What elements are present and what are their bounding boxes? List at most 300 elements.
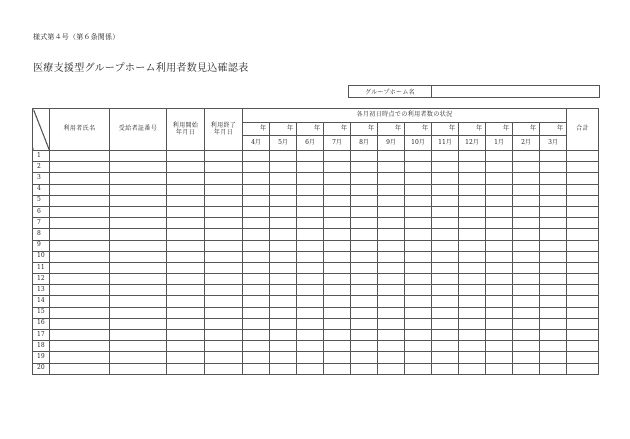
cell-month-count[interactable]	[243, 318, 270, 329]
cell-end-date[interactable]	[205, 296, 243, 307]
cell-certificate-number[interactable]	[110, 251, 167, 262]
cell-user-name[interactable]	[50, 251, 110, 262]
cell-month-count[interactable]	[270, 274, 297, 285]
cell-month-count[interactable]	[270, 162, 297, 173]
cell-month-count[interactable]	[459, 195, 486, 206]
cell-month-count[interactable]	[270, 206, 297, 217]
cell-month-count[interactable]	[405, 229, 432, 240]
cell-start-date[interactable]	[167, 318, 205, 329]
cell-month-count[interactable]	[486, 195, 513, 206]
cell-end-date[interactable]	[205, 240, 243, 251]
cell-start-date[interactable]	[167, 363, 205, 374]
cell-total[interactable]	[567, 341, 599, 352]
cell-month-count[interactable]	[459, 307, 486, 318]
cell-end-date[interactable]	[205, 285, 243, 296]
cell-month-count[interactable]	[351, 184, 378, 195]
cell-end-date[interactable]	[205, 162, 243, 173]
cell-month-count[interactable]	[432, 151, 459, 162]
cell-month-count[interactable]	[324, 240, 351, 251]
cell-start-date[interactable]	[167, 162, 205, 173]
cell-start-date[interactable]	[167, 184, 205, 195]
cell-month-count[interactable]	[351, 206, 378, 217]
cell-month-count[interactable]	[405, 363, 432, 374]
cell-month-count[interactable]	[540, 285, 567, 296]
cell-month-count[interactable]	[378, 318, 405, 329]
cell-month-count[interactable]	[405, 162, 432, 173]
cell-month-count[interactable]	[243, 285, 270, 296]
cell-month-count[interactable]	[378, 151, 405, 162]
cell-month-count[interactable]	[486, 240, 513, 251]
cell-month-count[interactable]	[378, 341, 405, 352]
cell-month-count[interactable]	[432, 240, 459, 251]
cell-user-name[interactable]	[50, 318, 110, 329]
cell-month-count[interactable]	[297, 352, 324, 363]
cell-month-count[interactable]	[513, 296, 540, 307]
cell-month-count[interactable]	[243, 173, 270, 184]
cell-total[interactable]	[567, 330, 599, 341]
cell-start-date[interactable]	[167, 274, 205, 285]
cell-month-count[interactable]	[459, 184, 486, 195]
cell-month-count[interactable]	[540, 318, 567, 329]
cell-month-count[interactable]	[351, 162, 378, 173]
cell-month-count[interactable]	[540, 240, 567, 251]
cell-month-count[interactable]	[459, 173, 486, 184]
cell-month-count[interactable]	[432, 184, 459, 195]
cell-start-date[interactable]	[167, 307, 205, 318]
cell-month-count[interactable]	[540, 184, 567, 195]
cell-end-date[interactable]	[205, 229, 243, 240]
cell-month-count[interactable]	[378, 229, 405, 240]
cell-month-count[interactable]	[243, 240, 270, 251]
cell-month-count[interactable]	[432, 352, 459, 363]
cell-month-count[interactable]	[243, 274, 270, 285]
cell-month-count[interactable]	[486, 341, 513, 352]
cell-certificate-number[interactable]	[110, 307, 167, 318]
cell-month-count[interactable]	[270, 151, 297, 162]
cell-month-count[interactable]	[270, 218, 297, 229]
cell-total[interactable]	[567, 285, 599, 296]
cell-month-count[interactable]	[270, 173, 297, 184]
cell-month-count[interactable]	[405, 318, 432, 329]
cell-user-name[interactable]	[50, 285, 110, 296]
cell-month-count[interactable]	[459, 296, 486, 307]
cell-month-count[interactable]	[432, 363, 459, 374]
cell-month-count[interactable]	[270, 307, 297, 318]
cell-month-count[interactable]	[432, 296, 459, 307]
cell-month-count[interactable]	[351, 307, 378, 318]
cell-month-count[interactable]	[459, 318, 486, 329]
cell-end-date[interactable]	[205, 318, 243, 329]
cell-month-count[interactable]	[378, 363, 405, 374]
cell-month-count[interactable]	[297, 184, 324, 195]
cell-month-count[interactable]	[270, 184, 297, 195]
cell-month-count[interactable]	[270, 296, 297, 307]
cell-month-count[interactable]	[351, 330, 378, 341]
cell-total[interactable]	[567, 218, 599, 229]
cell-month-count[interactable]	[270, 262, 297, 273]
cell-certificate-number[interactable]	[110, 240, 167, 251]
cell-end-date[interactable]	[205, 352, 243, 363]
cell-user-name[interactable]	[50, 307, 110, 318]
cell-month-count[interactable]	[243, 262, 270, 273]
cell-start-date[interactable]	[167, 262, 205, 273]
cell-total[interactable]	[567, 206, 599, 217]
cell-month-count[interactable]	[459, 162, 486, 173]
cell-month-count[interactable]	[513, 363, 540, 374]
cell-month-count[interactable]	[324, 318, 351, 329]
cell-total[interactable]	[567, 318, 599, 329]
cell-total[interactable]	[567, 262, 599, 273]
cell-month-count[interactable]	[378, 162, 405, 173]
cell-month-count[interactable]	[351, 341, 378, 352]
cell-user-name[interactable]	[50, 173, 110, 184]
cell-month-count[interactable]	[513, 229, 540, 240]
cell-month-count[interactable]	[432, 162, 459, 173]
group-home-name-value[interactable]	[432, 86, 599, 97]
cell-month-count[interactable]	[243, 184, 270, 195]
cell-month-count[interactable]	[459, 229, 486, 240]
cell-month-count[interactable]	[405, 285, 432, 296]
cell-month-count[interactable]	[486, 262, 513, 273]
cell-month-count[interactable]	[405, 274, 432, 285]
cell-month-count[interactable]	[378, 184, 405, 195]
cell-month-count[interactable]	[513, 184, 540, 195]
cell-month-count[interactable]	[486, 206, 513, 217]
cell-month-count[interactable]	[513, 274, 540, 285]
cell-certificate-number[interactable]	[110, 218, 167, 229]
cell-user-name[interactable]	[50, 363, 110, 374]
cell-total[interactable]	[567, 296, 599, 307]
cell-certificate-number[interactable]	[110, 162, 167, 173]
cell-month-count[interactable]	[324, 162, 351, 173]
cell-month-count[interactable]	[459, 251, 486, 262]
cell-month-count[interactable]	[324, 195, 351, 206]
cell-user-name[interactable]	[50, 184, 110, 195]
cell-month-count[interactable]	[432, 251, 459, 262]
cell-month-count[interactable]	[540, 363, 567, 374]
cell-month-count[interactable]	[486, 363, 513, 374]
cell-month-count[interactable]	[351, 285, 378, 296]
cell-month-count[interactable]	[513, 352, 540, 363]
cell-start-date[interactable]	[167, 218, 205, 229]
cell-month-count[interactable]	[243, 151, 270, 162]
cell-start-date[interactable]	[167, 352, 205, 363]
cell-month-count[interactable]	[297, 206, 324, 217]
cell-month-count[interactable]	[378, 352, 405, 363]
cell-month-count[interactable]	[270, 330, 297, 341]
cell-certificate-number[interactable]	[110, 173, 167, 184]
cell-month-count[interactable]	[405, 251, 432, 262]
cell-month-count[interactable]	[405, 184, 432, 195]
cell-month-count[interactable]	[486, 318, 513, 329]
cell-end-date[interactable]	[205, 218, 243, 229]
cell-month-count[interactable]	[405, 151, 432, 162]
cell-user-name[interactable]	[50, 341, 110, 352]
cell-total[interactable]	[567, 251, 599, 262]
cell-certificate-number[interactable]	[110, 184, 167, 195]
cell-month-count[interactable]	[297, 218, 324, 229]
cell-month-count[interactable]	[513, 218, 540, 229]
cell-month-count[interactable]	[324, 330, 351, 341]
cell-month-count[interactable]	[432, 285, 459, 296]
cell-month-count[interactable]	[513, 318, 540, 329]
cell-month-count[interactable]	[459, 341, 486, 352]
cell-month-count[interactable]	[324, 218, 351, 229]
cell-month-count[interactable]	[351, 151, 378, 162]
cell-month-count[interactable]	[432, 195, 459, 206]
cell-month-count[interactable]	[324, 173, 351, 184]
cell-total[interactable]	[567, 307, 599, 318]
cell-month-count[interactable]	[324, 184, 351, 195]
cell-month-count[interactable]	[324, 296, 351, 307]
cell-month-count[interactable]	[459, 206, 486, 217]
cell-month-count[interactable]	[324, 307, 351, 318]
cell-month-count[interactable]	[405, 218, 432, 229]
cell-month-count[interactable]	[540, 151, 567, 162]
cell-certificate-number[interactable]	[110, 206, 167, 217]
cell-user-name[interactable]	[50, 229, 110, 240]
cell-total[interactable]	[567, 162, 599, 173]
cell-user-name[interactable]	[50, 330, 110, 341]
cell-certificate-number[interactable]	[110, 330, 167, 341]
cell-month-count[interactable]	[378, 251, 405, 262]
cell-end-date[interactable]	[205, 251, 243, 262]
cell-month-count[interactable]	[270, 195, 297, 206]
cell-month-count[interactable]	[324, 229, 351, 240]
cell-month-count[interactable]	[351, 251, 378, 262]
cell-month-count[interactable]	[486, 330, 513, 341]
cell-month-count[interactable]	[513, 285, 540, 296]
cell-user-name[interactable]	[50, 162, 110, 173]
cell-month-count[interactable]	[432, 341, 459, 352]
cell-month-count[interactable]	[486, 285, 513, 296]
cell-user-name[interactable]	[50, 151, 110, 162]
cell-month-count[interactable]	[432, 307, 459, 318]
cell-month-count[interactable]	[405, 240, 432, 251]
cell-month-count[interactable]	[243, 330, 270, 341]
cell-month-count[interactable]	[378, 330, 405, 341]
cell-month-count[interactable]	[378, 296, 405, 307]
cell-month-count[interactable]	[405, 173, 432, 184]
cell-end-date[interactable]	[205, 262, 243, 273]
cell-month-count[interactable]	[513, 151, 540, 162]
cell-month-count[interactable]	[540, 206, 567, 217]
cell-month-count[interactable]	[405, 206, 432, 217]
cell-month-count[interactable]	[459, 330, 486, 341]
cell-month-count[interactable]	[297, 151, 324, 162]
cell-user-name[interactable]	[50, 274, 110, 285]
cell-month-count[interactable]	[486, 251, 513, 262]
cell-month-count[interactable]	[243, 251, 270, 262]
cell-month-count[interactable]	[486, 184, 513, 195]
cell-month-count[interactable]	[486, 352, 513, 363]
cell-month-count[interactable]	[459, 240, 486, 251]
cell-month-count[interactable]	[270, 229, 297, 240]
cell-month-count[interactable]	[351, 318, 378, 329]
cell-start-date[interactable]	[167, 330, 205, 341]
cell-month-count[interactable]	[459, 363, 486, 374]
cell-month-count[interactable]	[270, 341, 297, 352]
cell-month-count[interactable]	[540, 173, 567, 184]
cell-month-count[interactable]	[486, 307, 513, 318]
cell-month-count[interactable]	[297, 173, 324, 184]
cell-month-count[interactable]	[378, 218, 405, 229]
cell-certificate-number[interactable]	[110, 363, 167, 374]
cell-month-count[interactable]	[486, 162, 513, 173]
cell-month-count[interactable]	[540, 296, 567, 307]
cell-end-date[interactable]	[205, 151, 243, 162]
cell-start-date[interactable]	[167, 173, 205, 184]
cell-start-date[interactable]	[167, 296, 205, 307]
cell-month-count[interactable]	[297, 251, 324, 262]
cell-certificate-number[interactable]	[110, 341, 167, 352]
cell-month-count[interactable]	[405, 341, 432, 352]
cell-month-count[interactable]	[540, 307, 567, 318]
cell-month-count[interactable]	[432, 206, 459, 217]
cell-month-count[interactable]	[324, 206, 351, 217]
cell-month-count[interactable]	[243, 206, 270, 217]
cell-end-date[interactable]	[205, 341, 243, 352]
cell-month-count[interactable]	[540, 195, 567, 206]
cell-month-count[interactable]	[513, 262, 540, 273]
cell-month-count[interactable]	[540, 341, 567, 352]
cell-user-name[interactable]	[50, 206, 110, 217]
cell-month-count[interactable]	[486, 173, 513, 184]
cell-month-count[interactable]	[324, 251, 351, 262]
cell-start-date[interactable]	[167, 151, 205, 162]
cell-month-count[interactable]	[351, 173, 378, 184]
cell-end-date[interactable]	[205, 195, 243, 206]
cell-certificate-number[interactable]	[110, 352, 167, 363]
cell-start-date[interactable]	[167, 240, 205, 251]
cell-month-count[interactable]	[486, 218, 513, 229]
cell-month-count[interactable]	[513, 195, 540, 206]
cell-month-count[interactable]	[513, 307, 540, 318]
cell-month-count[interactable]	[297, 296, 324, 307]
cell-month-count[interactable]	[297, 162, 324, 173]
cell-month-count[interactable]	[270, 352, 297, 363]
cell-month-count[interactable]	[513, 330, 540, 341]
cell-month-count[interactable]	[513, 206, 540, 217]
cell-total[interactable]	[567, 363, 599, 374]
cell-month-count[interactable]	[378, 274, 405, 285]
cell-certificate-number[interactable]	[110, 262, 167, 273]
cell-month-count[interactable]	[459, 352, 486, 363]
cell-month-count[interactable]	[378, 206, 405, 217]
cell-month-count[interactable]	[540, 218, 567, 229]
cell-start-date[interactable]	[167, 229, 205, 240]
cell-certificate-number[interactable]	[110, 195, 167, 206]
cell-month-count[interactable]	[324, 341, 351, 352]
cell-start-date[interactable]	[167, 195, 205, 206]
cell-month-count[interactable]	[540, 262, 567, 273]
cell-month-count[interactable]	[297, 341, 324, 352]
cell-month-count[interactable]	[297, 195, 324, 206]
cell-user-name[interactable]	[50, 240, 110, 251]
cell-month-count[interactable]	[405, 262, 432, 273]
cell-month-count[interactable]	[270, 240, 297, 251]
cell-month-count[interactable]	[540, 274, 567, 285]
cell-month-count[interactable]	[540, 229, 567, 240]
cell-month-count[interactable]	[243, 195, 270, 206]
cell-total[interactable]	[567, 229, 599, 240]
cell-month-count[interactable]	[513, 240, 540, 251]
cell-end-date[interactable]	[205, 206, 243, 217]
cell-month-count[interactable]	[351, 274, 378, 285]
cell-month-count[interactable]	[243, 363, 270, 374]
cell-month-count[interactable]	[513, 251, 540, 262]
cell-month-count[interactable]	[351, 352, 378, 363]
cell-month-count[interactable]	[486, 296, 513, 307]
cell-user-name[interactable]	[50, 262, 110, 273]
cell-month-count[interactable]	[297, 363, 324, 374]
cell-month-count[interactable]	[486, 274, 513, 285]
cell-certificate-number[interactable]	[110, 229, 167, 240]
cell-start-date[interactable]	[167, 251, 205, 262]
cell-month-count[interactable]	[378, 307, 405, 318]
cell-month-count[interactable]	[378, 173, 405, 184]
cell-month-count[interactable]	[405, 195, 432, 206]
cell-month-count[interactable]	[540, 251, 567, 262]
cell-total[interactable]	[567, 173, 599, 184]
cell-user-name[interactable]	[50, 352, 110, 363]
cell-month-count[interactable]	[405, 307, 432, 318]
cell-end-date[interactable]	[205, 173, 243, 184]
cell-start-date[interactable]	[167, 341, 205, 352]
cell-month-count[interactable]	[540, 352, 567, 363]
cell-month-count[interactable]	[513, 162, 540, 173]
cell-month-count[interactable]	[297, 274, 324, 285]
cell-month-count[interactable]	[351, 229, 378, 240]
cell-month-count[interactable]	[459, 262, 486, 273]
cell-month-count[interactable]	[486, 229, 513, 240]
cell-month-count[interactable]	[378, 240, 405, 251]
cell-month-count[interactable]	[351, 240, 378, 251]
cell-certificate-number[interactable]	[110, 274, 167, 285]
cell-user-name[interactable]	[50, 195, 110, 206]
cell-month-count[interactable]	[432, 218, 459, 229]
cell-end-date[interactable]	[205, 363, 243, 374]
cell-month-count[interactable]	[324, 352, 351, 363]
cell-month-count[interactable]	[270, 363, 297, 374]
cell-month-count[interactable]	[459, 151, 486, 162]
cell-month-count[interactable]	[243, 352, 270, 363]
cell-start-date[interactable]	[167, 206, 205, 217]
cell-end-date[interactable]	[205, 184, 243, 195]
cell-month-count[interactable]	[432, 229, 459, 240]
cell-total[interactable]	[567, 195, 599, 206]
cell-month-count[interactable]	[351, 218, 378, 229]
cell-month-count[interactable]	[432, 318, 459, 329]
cell-month-count[interactable]	[324, 274, 351, 285]
cell-month-count[interactable]	[243, 307, 270, 318]
cell-month-count[interactable]	[486, 151, 513, 162]
cell-month-count[interactable]	[243, 296, 270, 307]
cell-month-count[interactable]	[324, 285, 351, 296]
cell-month-count[interactable]	[243, 341, 270, 352]
cell-month-count[interactable]	[351, 296, 378, 307]
cell-month-count[interactable]	[432, 262, 459, 273]
cell-certificate-number[interactable]	[110, 318, 167, 329]
cell-month-count[interactable]	[270, 318, 297, 329]
cell-month-count[interactable]	[324, 363, 351, 374]
cell-month-count[interactable]	[297, 240, 324, 251]
cell-month-count[interactable]	[243, 162, 270, 173]
cell-total[interactable]	[567, 274, 599, 285]
cell-month-count[interactable]	[459, 218, 486, 229]
cell-total[interactable]	[567, 240, 599, 251]
cell-end-date[interactable]	[205, 307, 243, 318]
